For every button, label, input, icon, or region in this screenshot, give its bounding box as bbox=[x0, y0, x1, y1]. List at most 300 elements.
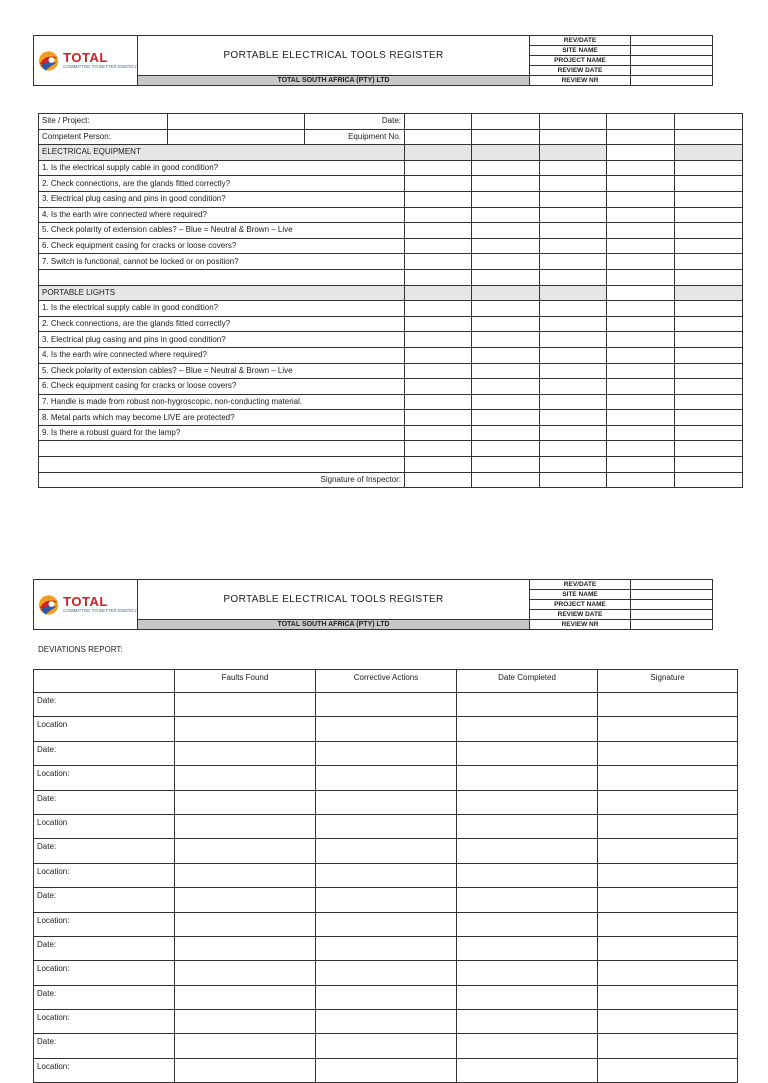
signature-cell[interactable] bbox=[598, 888, 738, 912]
corrective-actions-cell[interactable] bbox=[316, 961, 457, 985]
check-cell[interactable] bbox=[405, 457, 472, 473]
total-logo-icon bbox=[37, 594, 60, 616]
document-title: PORTABLE ELECTRICAL TOOLS REGISTER bbox=[138, 580, 530, 620]
check-cell[interactable] bbox=[540, 441, 607, 457]
checklist-item bbox=[39, 394, 743, 410]
checklist-item bbox=[39, 207, 743, 223]
deviation-row-label: Location: bbox=[34, 1010, 175, 1034]
check-cell[interactable] bbox=[405, 176, 472, 192]
check-cell[interactable] bbox=[540, 176, 607, 192]
deviation-row bbox=[34, 839, 738, 863]
corrective-actions-cell[interactable] bbox=[316, 717, 457, 741]
site-name-label: SITE NAME bbox=[530, 46, 631, 56]
check-cell[interactable] bbox=[675, 269, 743, 285]
check-cell[interactable] bbox=[675, 114, 743, 130]
spacer-row bbox=[39, 269, 743, 285]
faults-found-cell[interactable] bbox=[175, 888, 316, 912]
check-cell[interactable] bbox=[472, 191, 540, 207]
checklist-item bbox=[39, 254, 743, 270]
check-cell[interactable] bbox=[540, 316, 607, 332]
signature-cell[interactable] bbox=[598, 814, 738, 838]
checklist-question: 7. Switch is functional, cannot be locked or on position? bbox=[39, 254, 405, 270]
check-cell[interactable] bbox=[675, 441, 743, 457]
corrective-actions-cell[interactable] bbox=[316, 1010, 457, 1034]
corrective-actions-cell[interactable] bbox=[316, 863, 457, 887]
checklist-question: 2. Check connections, are the glands fitted correctly? bbox=[39, 316, 405, 332]
inspection-checklist bbox=[38, 113, 743, 488]
checklist-question: 4. Is the earth wire connected where required? bbox=[39, 347, 405, 363]
check-cell[interactable] bbox=[405, 191, 472, 207]
corrective-actions-cell[interactable] bbox=[316, 936, 457, 960]
check-cell[interactable] bbox=[675, 254, 743, 270]
check-cell[interactable] bbox=[405, 441, 472, 457]
signature-cell[interactable] bbox=[675, 472, 743, 488]
company-name: TOTAL SOUTH AFRICA (PTY) LTD bbox=[138, 76, 530, 86]
logo-wordmark: TOTAL bbox=[63, 50, 108, 65]
check-cell[interactable] bbox=[472, 410, 540, 426]
deviation-row-label: Location: bbox=[34, 1058, 175, 1082]
project-name-label: PROJECT NAME bbox=[530, 600, 631, 610]
checklist-item bbox=[39, 363, 743, 379]
logo-cell bbox=[34, 580, 138, 630]
faults-found-cell[interactable] bbox=[175, 741, 316, 765]
signature-cell[interactable] bbox=[598, 839, 738, 863]
signature-cell[interactable] bbox=[405, 472, 472, 488]
blank-row bbox=[39, 457, 743, 473]
check-cell[interactable] bbox=[607, 441, 675, 457]
check-cell[interactable] bbox=[675, 379, 743, 395]
corrective-actions-cell[interactable] bbox=[316, 741, 457, 765]
check-cell[interactable] bbox=[472, 269, 540, 285]
signature-header: Signature bbox=[598, 670, 738, 693]
competent-person-field[interactable] bbox=[168, 129, 305, 145]
deviation-row-label: Location bbox=[34, 717, 175, 741]
check-cell[interactable] bbox=[607, 394, 675, 410]
review-date-field[interactable] bbox=[631, 610, 713, 620]
check-cell[interactable] bbox=[472, 457, 540, 473]
review-date-label: REVIEW DATE bbox=[530, 66, 631, 76]
equipment-no-label: Equipment No. bbox=[305, 129, 405, 145]
checklist-question: 5. Check polarity of extension cables? – Blue = Neutral & Brown – Live bbox=[39, 363, 405, 379]
signature-cell[interactable] bbox=[472, 472, 540, 488]
check-cell[interactable] bbox=[675, 223, 743, 239]
check-cell[interactable] bbox=[607, 347, 675, 363]
corrective-actions-cell[interactable] bbox=[316, 693, 457, 717]
deviation-row-label: Date: bbox=[34, 888, 175, 912]
deviation-row-label: Date: bbox=[34, 741, 175, 765]
checklist-question: 6. Check equipment casing for cracks or loose covers? bbox=[39, 238, 405, 254]
check-cell[interactable] bbox=[540, 223, 607, 239]
deviation-row bbox=[34, 961, 738, 985]
check-cell[interactable] bbox=[472, 207, 540, 223]
check-cell[interactable] bbox=[540, 129, 607, 145]
check-cell[interactable] bbox=[472, 379, 540, 395]
deviation-row bbox=[34, 741, 738, 765]
date-completed-cell[interactable] bbox=[457, 814, 598, 838]
date-completed-cell[interactable] bbox=[457, 1058, 598, 1082]
check-cell[interactable] bbox=[675, 410, 743, 426]
check-cell[interactable] bbox=[607, 316, 675, 332]
deviations-report-label: DEVIATIONS REPORT: bbox=[38, 645, 123, 654]
corrective-actions-cell[interactable] bbox=[316, 1034, 457, 1058]
signature-cell[interactable] bbox=[540, 472, 607, 488]
check-cell[interactable] bbox=[405, 269, 472, 285]
check-cell[interactable] bbox=[675, 301, 743, 317]
check-cell[interactable] bbox=[607, 269, 675, 285]
checklist-question: 8. Metal parts which may become LIVE are protected? bbox=[39, 410, 405, 426]
check-cell[interactable] bbox=[607, 238, 675, 254]
column-header bbox=[34, 670, 175, 693]
check-cell[interactable] bbox=[472, 223, 540, 239]
signature-cell[interactable] bbox=[598, 1058, 738, 1082]
deviation-row bbox=[34, 1010, 738, 1034]
check-cell[interactable] bbox=[405, 347, 472, 363]
signature-cell[interactable] bbox=[598, 936, 738, 960]
faults-found-cell[interactable] bbox=[175, 912, 316, 936]
check-cell[interactable] bbox=[675, 176, 743, 192]
checklist-question: 5. Check polarity of extension cables? – Blue = Neutral & Brown – Live bbox=[39, 223, 405, 239]
date-completed-cell[interactable] bbox=[457, 741, 598, 765]
project-name-field[interactable] bbox=[631, 56, 713, 66]
check-cell[interactable] bbox=[675, 207, 743, 223]
checklist-item bbox=[39, 347, 743, 363]
check-cell[interactable] bbox=[405, 425, 472, 441]
date-completed-cell[interactable] bbox=[457, 766, 598, 790]
check-cell[interactable] bbox=[607, 254, 675, 270]
check-cell[interactable] bbox=[472, 301, 540, 317]
check-cell[interactable] bbox=[607, 129, 675, 145]
review-date-field[interactable] bbox=[631, 66, 713, 76]
checklist-question: 3. Electrical plug casing and pins in good condition? bbox=[39, 332, 405, 348]
check-cell bbox=[405, 285, 472, 301]
check-cell[interactable] bbox=[472, 441, 540, 457]
signature-cell[interactable] bbox=[598, 863, 738, 887]
check-cell[interactable] bbox=[540, 207, 607, 223]
rev-date-field[interactable] bbox=[631, 580, 713, 590]
deviation-row bbox=[34, 863, 738, 887]
deviation-row-label: Date: bbox=[34, 985, 175, 1009]
check-cell[interactable] bbox=[607, 301, 675, 317]
checklist-item bbox=[39, 223, 743, 239]
review-nr-label: REVIEW NR bbox=[530, 76, 631, 86]
date-completed-cell[interactable] bbox=[457, 839, 598, 863]
checklist-item bbox=[39, 238, 743, 254]
deviation-row bbox=[34, 1034, 738, 1058]
document-header bbox=[33, 35, 713, 86]
inspector-signature-label: Signature of Inspector: bbox=[39, 472, 405, 488]
check-cell[interactable] bbox=[607, 160, 675, 176]
faults-found-header: Faults Found bbox=[175, 670, 316, 693]
site-label: Site / Project: bbox=[39, 114, 168, 130]
checklist-question: 6. Check equipment casing for cracks or loose covers? bbox=[39, 379, 405, 395]
faults-found-cell[interactable] bbox=[175, 693, 316, 717]
logo-wordmark: TOTAL bbox=[63, 594, 108, 609]
corrective-actions-cell[interactable] bbox=[316, 790, 457, 814]
faults-found-cell[interactable] bbox=[175, 985, 316, 1009]
check-cell[interactable] bbox=[540, 379, 607, 395]
check-cell[interactable] bbox=[675, 129, 743, 145]
signature-cell[interactable] bbox=[598, 912, 738, 936]
check-cell[interactable] bbox=[540, 160, 607, 176]
check-cell[interactable] bbox=[607, 457, 675, 473]
check-cell[interactable] bbox=[607, 223, 675, 239]
check-cell[interactable] bbox=[607, 379, 675, 395]
check-cell bbox=[540, 285, 607, 301]
check-cell[interactable] bbox=[675, 425, 743, 441]
checklist-item bbox=[39, 410, 743, 426]
check-cell[interactable] bbox=[675, 394, 743, 410]
checklist-item bbox=[39, 379, 743, 395]
check-cell bbox=[472, 145, 540, 161]
review-date-label: REVIEW DATE bbox=[530, 610, 631, 620]
check-cell[interactable] bbox=[472, 332, 540, 348]
date-completed-cell[interactable] bbox=[457, 1034, 598, 1058]
check-cell[interactable] bbox=[540, 347, 607, 363]
review-nr-label: REVIEW NR bbox=[530, 620, 631, 630]
rev-date-field[interactable] bbox=[631, 36, 713, 46]
check-cell[interactable] bbox=[405, 316, 472, 332]
checklist-question: 3. Electrical plug casing and pins in good condition? bbox=[39, 191, 405, 207]
check-cell[interactable] bbox=[540, 410, 607, 426]
review-nr-field[interactable] bbox=[631, 620, 713, 630]
date-completed-cell[interactable] bbox=[457, 888, 598, 912]
company-name: TOTAL SOUTH AFRICA (PTY) LTD bbox=[138, 620, 530, 630]
deviation-row-label: Location: bbox=[34, 863, 175, 887]
checklist-question: 1. Is the electrical supply cable in good condition? bbox=[39, 301, 405, 317]
deviation-row bbox=[34, 888, 738, 912]
deviation-row-label: Location bbox=[34, 814, 175, 838]
corrective-actions-header: Corrective Actions bbox=[316, 670, 457, 693]
check-cell[interactable] bbox=[405, 114, 472, 130]
checklist-item bbox=[39, 176, 743, 192]
check-cell[interactable] bbox=[472, 254, 540, 270]
logo-tagline: COMMITTED TO BETTER ENERGY bbox=[63, 608, 137, 613]
date-completed-cell[interactable] bbox=[457, 790, 598, 814]
signature-cell[interactable] bbox=[598, 766, 738, 790]
faults-found-cell[interactable] bbox=[175, 961, 316, 985]
deviations-table bbox=[33, 669, 738, 1083]
deviation-row-label: Date: bbox=[34, 693, 175, 717]
check-cell[interactable] bbox=[472, 425, 540, 441]
date-completed-cell[interactable] bbox=[457, 936, 598, 960]
faults-found-cell[interactable] bbox=[175, 839, 316, 863]
deviation-row bbox=[34, 814, 738, 838]
check-cell[interactable] bbox=[607, 176, 675, 192]
check-cell[interactable] bbox=[675, 347, 743, 363]
date-completed-cell[interactable] bbox=[457, 961, 598, 985]
check-cell[interactable] bbox=[607, 410, 675, 426]
check-cell[interactable] bbox=[405, 379, 472, 395]
electrical-section-header bbox=[39, 145, 743, 161]
date-completed-cell[interactable] bbox=[457, 1010, 598, 1034]
deviations-header-row bbox=[34, 670, 738, 693]
check-cell[interactable] bbox=[607, 425, 675, 441]
site-field[interactable] bbox=[168, 114, 305, 130]
blank-row bbox=[39, 441, 743, 457]
deviation-row-label: Location: bbox=[34, 912, 175, 936]
deviation-row-label: Location: bbox=[34, 961, 175, 985]
check-cell bbox=[675, 145, 743, 161]
checklist-item bbox=[39, 316, 743, 332]
check-cell[interactable] bbox=[540, 394, 607, 410]
check-cell[interactable] bbox=[405, 254, 472, 270]
date-completed-cell[interactable] bbox=[457, 693, 598, 717]
check-cell[interactable] bbox=[472, 238, 540, 254]
project-name-field[interactable] bbox=[631, 600, 713, 610]
check-cell[interactable] bbox=[472, 176, 540, 192]
check-cell[interactable] bbox=[472, 363, 540, 379]
check-cell[interactable] bbox=[405, 160, 472, 176]
corrective-actions-cell[interactable] bbox=[316, 814, 457, 838]
deviation-row bbox=[34, 766, 738, 790]
corrective-actions-cell[interactable] bbox=[316, 912, 457, 936]
deviation-row-label: Date: bbox=[34, 936, 175, 960]
check-cell[interactable] bbox=[405, 394, 472, 410]
check-cell[interactable] bbox=[675, 316, 743, 332]
competent-person-label: Competent Person: bbox=[39, 129, 168, 145]
corrective-actions-cell[interactable] bbox=[316, 766, 457, 790]
check-cell[interactable] bbox=[472, 160, 540, 176]
check-cell bbox=[607, 145, 675, 161]
checklist-question: 4. Is the earth wire connected where required? bbox=[39, 207, 405, 223]
check-cell[interactable] bbox=[675, 191, 743, 207]
total-logo-icon bbox=[37, 50, 60, 72]
checklist-item bbox=[39, 332, 743, 348]
checklist-item bbox=[39, 160, 743, 176]
date-completed-cell[interactable] bbox=[457, 717, 598, 741]
check-cell[interactable] bbox=[405, 363, 472, 379]
check-cell[interactable] bbox=[540, 363, 607, 379]
competent-row bbox=[39, 129, 743, 145]
checklist-item bbox=[39, 301, 743, 317]
faults-found-cell[interactable] bbox=[175, 936, 316, 960]
deviation-row bbox=[34, 1058, 738, 1082]
check-cell[interactable] bbox=[607, 207, 675, 223]
spacer bbox=[39, 269, 405, 285]
review-nr-field[interactable] bbox=[631, 76, 713, 86]
check-cell[interactable] bbox=[405, 410, 472, 426]
check-cell[interactable] bbox=[540, 191, 607, 207]
site-name-label: SITE NAME bbox=[530, 590, 631, 600]
checklist-item bbox=[39, 191, 743, 207]
company-logo bbox=[34, 594, 137, 616]
corrective-actions-cell[interactable] bbox=[316, 985, 457, 1009]
faults-found-cell[interactable] bbox=[175, 1010, 316, 1034]
rev-date-label: REV/DATE bbox=[530, 580, 631, 590]
faults-found-cell[interactable] bbox=[175, 1058, 316, 1082]
check-cell bbox=[675, 285, 743, 301]
date-completed-cell[interactable] bbox=[457, 912, 598, 936]
corrective-actions-cell[interactable] bbox=[316, 888, 457, 912]
check-cell[interactable] bbox=[675, 160, 743, 176]
project-name-label: PROJECT NAME bbox=[530, 56, 631, 66]
date-completed-cell[interactable] bbox=[457, 985, 598, 1009]
deviation-row bbox=[34, 985, 738, 1009]
signature-cell[interactable] bbox=[598, 790, 738, 814]
check-cell[interactable] bbox=[472, 316, 540, 332]
check-cell[interactable] bbox=[540, 301, 607, 317]
corrective-actions-cell[interactable] bbox=[316, 1058, 457, 1082]
corrective-actions-cell[interactable] bbox=[316, 839, 457, 863]
check-cell[interactable] bbox=[607, 332, 675, 348]
check-cell[interactable] bbox=[675, 457, 743, 473]
site-name-field[interactable] bbox=[631, 46, 713, 56]
check-cell[interactable] bbox=[540, 425, 607, 441]
faults-found-cell[interactable] bbox=[175, 790, 316, 814]
checklist-question: 1. Is the electrical supply cable in good condition? bbox=[39, 160, 405, 176]
signature-cell[interactable] bbox=[598, 717, 738, 741]
check-cell[interactable] bbox=[540, 254, 607, 270]
check-cell[interactable] bbox=[540, 332, 607, 348]
faults-found-cell[interactable] bbox=[175, 766, 316, 790]
signature-cell[interactable] bbox=[598, 741, 738, 765]
signature-cell[interactable] bbox=[598, 693, 738, 717]
checklist-item bbox=[39, 425, 743, 441]
document-title: PORTABLE ELECTRICAL TOOLS REGISTER bbox=[138, 36, 530, 76]
site-name-field[interactable] bbox=[631, 590, 713, 600]
check-cell[interactable] bbox=[540, 238, 607, 254]
signature-cell[interactable] bbox=[607, 472, 675, 488]
deviation-row-label: Date: bbox=[34, 790, 175, 814]
check-cell[interactable] bbox=[540, 269, 607, 285]
check-cell[interactable] bbox=[675, 332, 743, 348]
date-completed-header: Date Completed bbox=[457, 670, 598, 693]
faults-found-cell[interactable] bbox=[175, 1034, 316, 1058]
check-cell[interactable] bbox=[405, 207, 472, 223]
check-cell[interactable] bbox=[607, 191, 675, 207]
signature-cell[interactable] bbox=[598, 1010, 738, 1034]
check-cell[interactable] bbox=[675, 238, 743, 254]
check-cell[interactable] bbox=[472, 129, 540, 145]
check-cell[interactable] bbox=[472, 114, 540, 130]
date-label: Date: bbox=[305, 114, 405, 130]
signature-cell[interactable] bbox=[598, 1034, 738, 1058]
date-completed-cell[interactable] bbox=[457, 863, 598, 887]
checklist-question: 2. Check connections, are the glands fitted correctly? bbox=[39, 176, 405, 192]
signature-cell[interactable] bbox=[598, 985, 738, 1009]
deviation-row bbox=[34, 936, 738, 960]
check-cell[interactable] bbox=[405, 301, 472, 317]
lights-section-title: PORTABLE LIGHTS bbox=[39, 285, 405, 301]
faults-found-cell[interactable] bbox=[175, 814, 316, 838]
check-cell[interactable] bbox=[675, 363, 743, 379]
check-cell[interactable] bbox=[607, 363, 675, 379]
check-cell[interactable] bbox=[540, 114, 607, 130]
signature-cell[interactable] bbox=[598, 961, 738, 985]
deviation-row bbox=[34, 717, 738, 741]
faults-found-cell[interactable] bbox=[175, 863, 316, 887]
check-cell[interactable] bbox=[405, 223, 472, 239]
spacer bbox=[39, 441, 405, 457]
check-cell[interactable] bbox=[405, 238, 472, 254]
check-cell bbox=[405, 145, 472, 161]
company-logo bbox=[34, 50, 137, 72]
logo-tagline: COMMITTED TO BETTER ENERGY bbox=[63, 64, 137, 69]
electrical-section-title: ELECTRICAL EQUIPMENT bbox=[39, 145, 405, 161]
check-cell bbox=[472, 285, 540, 301]
check-cell[interactable] bbox=[405, 129, 472, 145]
check-cell[interactable] bbox=[472, 347, 540, 363]
check-cell[interactable] bbox=[405, 332, 472, 348]
check-cell[interactable] bbox=[472, 394, 540, 410]
check-cell bbox=[607, 285, 675, 301]
check-cell[interactable] bbox=[540, 457, 607, 473]
check-cell[interactable] bbox=[607, 114, 675, 130]
lights-section-header bbox=[39, 285, 743, 301]
deviation-row bbox=[34, 790, 738, 814]
faults-found-cell[interactable] bbox=[175, 717, 316, 741]
document-header-2 bbox=[33, 579, 713, 630]
